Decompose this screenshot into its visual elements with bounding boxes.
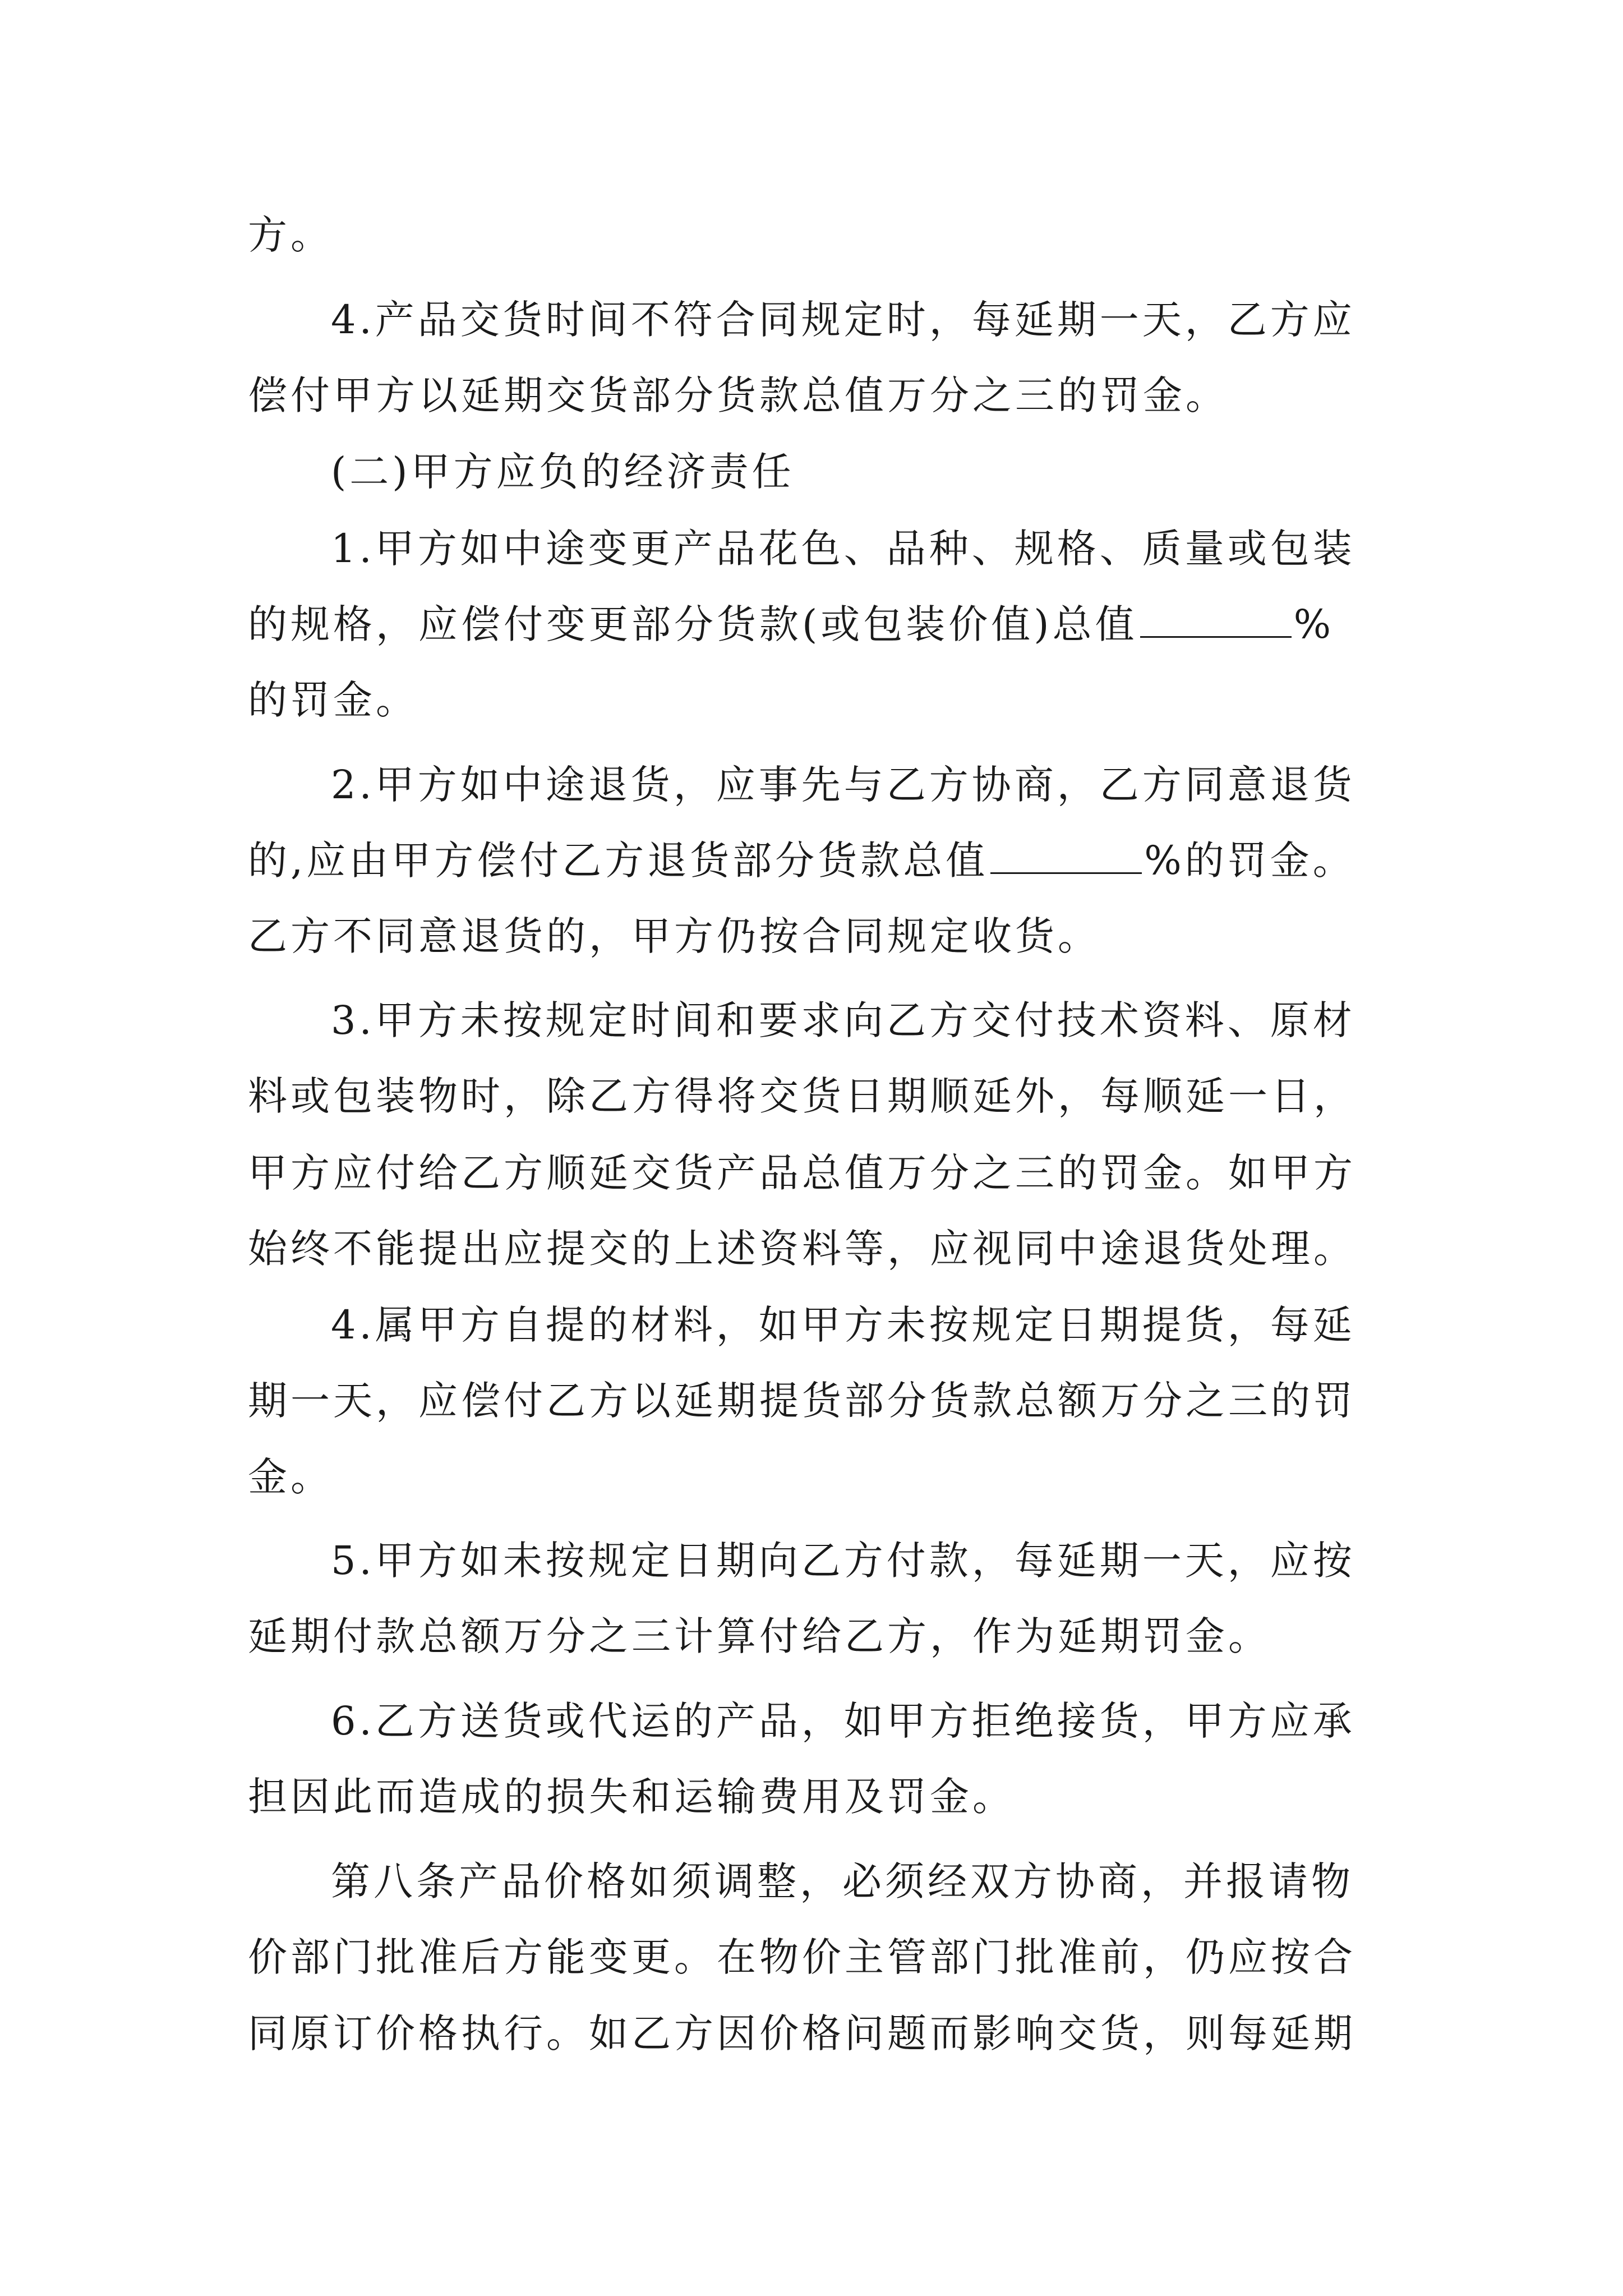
text-line: 方。 xyxy=(248,212,333,258)
text-segment: 的规格，应偿付变更部分货款(或包装价值)总值 xyxy=(248,601,1138,647)
text-line: 甲方应付给乙方顺延交货产品总值万分之三的罚金。如甲方 xyxy=(248,1150,1356,1196)
text-segment: % xyxy=(1293,601,1335,647)
text-line: 担因此而造成的损失和运输费用及罚金。 xyxy=(248,1774,1015,1820)
text-line: 期一天，应偿付乙方以延期提货部分货款总额万分之三的罚 xyxy=(248,1378,1356,1424)
text-segment: %的罚金。 xyxy=(1144,838,1355,884)
text-line-with-blank xyxy=(248,599,1334,650)
text-line: 2.甲方如中途退货，应事先与乙方协商，乙方同意退货 xyxy=(331,762,1355,808)
section-heading: (二)甲方应负的经济责任 xyxy=(331,449,795,495)
text-line: 5.甲方如未按规定日期向乙方付款，每延期一天，应按 xyxy=(331,1538,1355,1584)
text-line: 的罚金。 xyxy=(248,677,418,723)
text-line: 偿付甲方以延期交货部分货款总值万分之三的罚金。 xyxy=(248,372,1228,418)
text-segment: 的,应由甲方偿付乙方退货部分货款总值 xyxy=(248,838,989,884)
text-line: 料或包装物时，除乙方得将交货日期顺延外，每顺延一日， xyxy=(248,1073,1356,1119)
text-line: 4.属甲方自提的材料，如甲方未按规定日期提货，每延 xyxy=(331,1302,1355,1348)
text-line: 4.产品交货时间不符合同规定时，每延期一天，乙方应 xyxy=(331,297,1355,343)
text-line: 乙方不同意退货的，甲方仍按合同规定收货。 xyxy=(248,913,1100,959)
text-line: 始终不能提出应提交的上述资料等，应视同中途退货处理。 xyxy=(248,1226,1356,1272)
text-line: 延期付款总额万分之三计算付给乙方，作为延期罚金。 xyxy=(248,1613,1271,1659)
text-line: 6.乙方送货或代运的产品，如甲方拒绝接货，甲方应承 xyxy=(331,1698,1355,1744)
fill-in-blank xyxy=(1140,604,1292,638)
text-line: 价部门批准后方能变更。在物价主管部门批准前，仍应按合 xyxy=(248,1934,1356,1980)
fill-in-blank xyxy=(990,840,1142,874)
text-line-with-blank xyxy=(248,835,1355,886)
text-line: 金。 xyxy=(248,1454,333,1500)
text-line: 同原订价格执行。如乙方因价格问题而影响交货，则每延期 xyxy=(248,2010,1356,2056)
text-line: 3.甲方未按规定时间和要求向乙方交付技术资料、原材 xyxy=(331,997,1355,1043)
text-line: 1.甲方如中途变更产品花色、品种、规格、质量或包装 xyxy=(331,526,1355,572)
text-line: 第八条产品价格如须调整，必须经双方协商，并报请物 xyxy=(331,1858,1354,1904)
